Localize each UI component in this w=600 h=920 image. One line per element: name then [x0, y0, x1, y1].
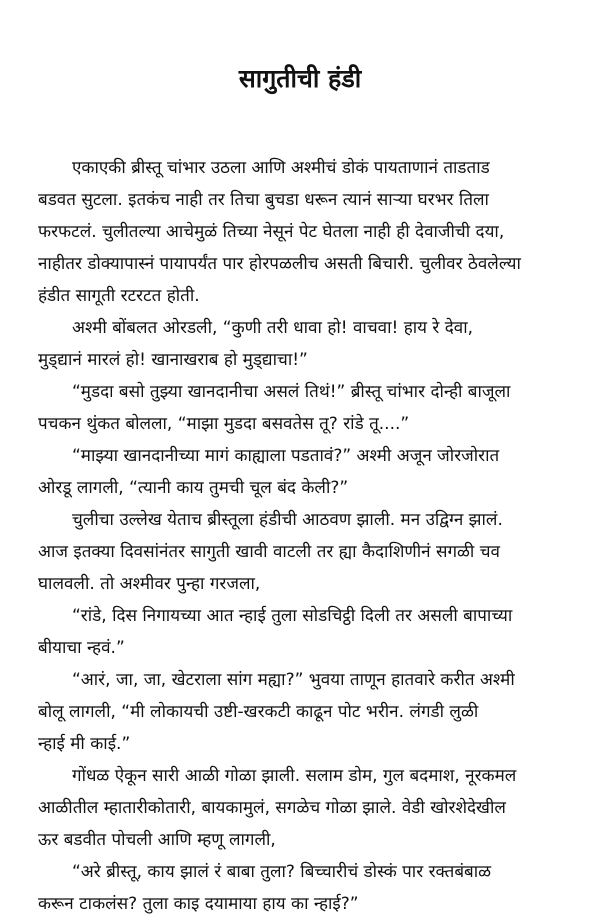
text-line: “आरं, जा, जा, खेटराला सांग मह्या?” भुवया ताणून हातवारे करीत अश्मी	[72, 670, 515, 690]
text-line: आज इतक्या दिवसांनंतर सागुती खावी वाटली तर ह्या कैदाशिणीनं सगळी चव	[38, 542, 500, 562]
text-line: एकाएकी ब्रीस्तू चांभार उठला आणि अश्मीचं डोकं पायताणानं ताडताड	[72, 158, 490, 178]
text-line: न्हाई मी काई.”	[38, 734, 131, 754]
text-line: हंडीत सागूती रटरटत होती.	[38, 286, 200, 306]
text-line: अश्मी बोंबलत ओरडली, “कुणी तरी धावा हो! वाचवा! हाय रे देवा,	[72, 318, 474, 338]
chapter-title: सागुतीची हंडी	[238, 64, 362, 93]
text-line: पचकन थुंकत बोलला, “माझा मुडदा बसवतेस तू? रांडे तू....”	[38, 414, 410, 434]
text-line: नाहीतर डोक्यापास्नं पायापर्यंत पार होरपळलीच असती बिचारी. चुलीवर ठेवलेल्या	[38, 254, 521, 274]
text-line: घालवली. तो अश्मीवर पुन्हा गरजला,	[38, 574, 261, 594]
text-line: आळीतील म्हातारीकोतारी, बायकामुलं, सगळेच गोळा झाले. वेडी खोरशेदेखील	[38, 798, 506, 818]
text-line: फरफटलं. चुलीतल्या आचेमुळं तिच्या नेसूनं पेट घेतला नाही ही देवाजीची दया,	[38, 222, 505, 242]
text-line: बोलू लागली, “मी लोकायची उष्टी-खरकटी काढून पोट भरीन. लंगडी लुळी	[38, 702, 479, 722]
text-line: “अरे ब्रीस्तू, काय झालं रं बाबा तुला? बिच्चारीचं डोस्कं पार रक्तबंबाळ	[72, 862, 492, 882]
text-line: गोंधळ ऐकून सारी आळी गोळा झाली. सलाम डोम, गुल बदमाश, नूरकमल	[72, 766, 517, 786]
text-line: मुड्द्यानं मारलं हो! खानाखराब हो मुड्द्याचा!”	[38, 350, 308, 370]
text-line: “माझ्या खानदानीच्या मागं काह्याला पडतावं?” अश्मी अजून जोरजोरात	[72, 446, 500, 466]
text-line: चुलीचा उल्लेख येताच ब्रीस्तूला हंडीची आठवण झाली. मन उद्विग्न झालं.	[72, 510, 503, 530]
text-line: बीयाचा न्हवं.”	[38, 638, 125, 658]
text-line: ऊर बडवीत पोचली आणि म्हणू लागली,	[38, 830, 276, 850]
text-line: बडवत सुटला. इतकंच नाही तर तिचा बुचडा धरून त्यानं साऱ्या घरभर तिला	[38, 190, 489, 210]
text-line: ओरडू लागली, “त्यानी काय तुमची चूल बंद केली?”	[38, 478, 349, 498]
story-text	[38, 152, 570, 920]
text-line: “रांडे, दिस निगायच्या आत न्हाई तुला सोडचिट्ठी दिली तर असली बापाच्या	[72, 606, 513, 626]
text-line: “मुडदा बसो तुझ्या खानदानीचा असलं तिथं!” ब्रीस्तू चांभार दोन्ही बाजूला	[72, 382, 511, 402]
text-line: करून टाकलंस? तुला काइ दयामाया हाय का न्हाई?”	[38, 894, 359, 914]
